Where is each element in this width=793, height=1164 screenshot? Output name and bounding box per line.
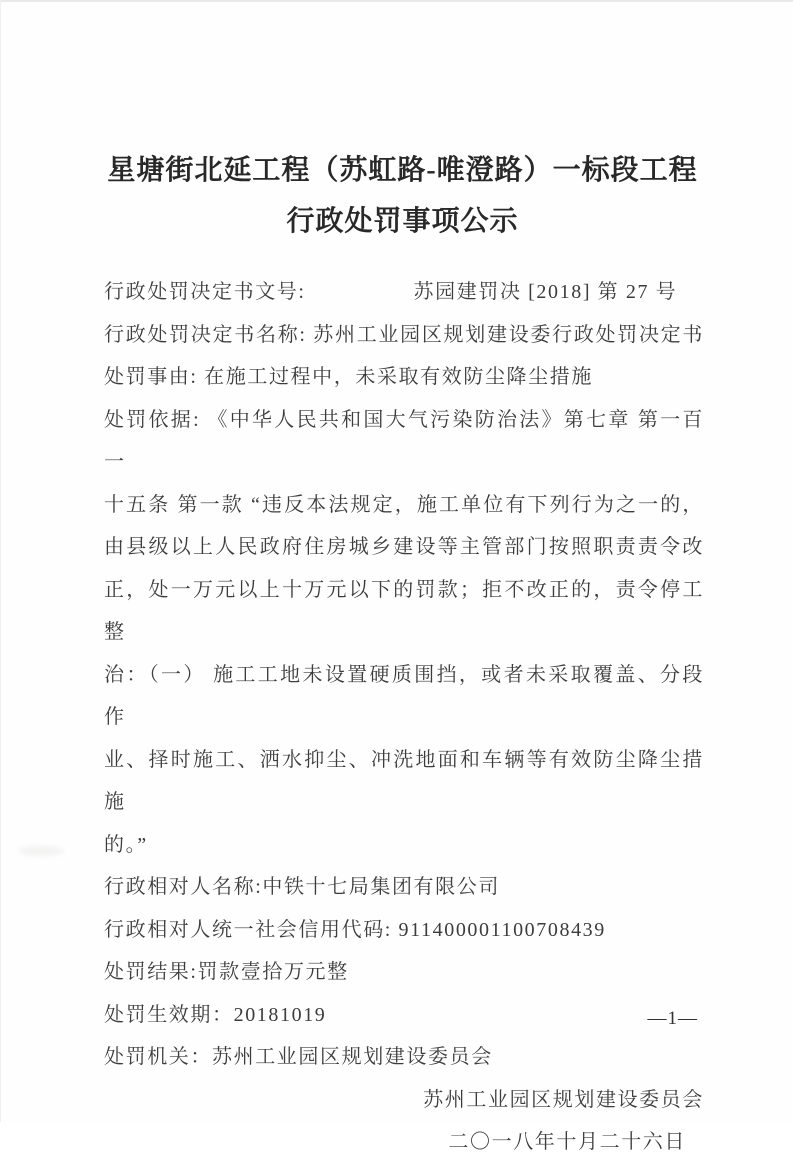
- text-line: 处罚结果:罚款壹拾万元整: [104, 961, 349, 983]
- scan-artifact: [18, 846, 64, 856]
- document-title: [0, 0, 793, 247]
- text-line: 治：（一） 施工工地未设置硬质围挡，或者未采取覆盖、分段作: [104, 663, 704, 728]
- text-line: 行政处罚决定书文号: 苏园建罚决 [2018] 第 27 号: [104, 281, 678, 303]
- text-line: 二〇一八年十月二十六日: [448, 1131, 686, 1153]
- text-line: 处罚依据: 《中华人民共和国大气污染防治法》第七章 第一百一: [104, 408, 704, 473]
- text-line: 业、择时施工、洒水抑尘、冲洗地面和车辆等有效防尘降尘措施: [104, 748, 704, 813]
- scan-edge-left: [0, 0, 1, 1122]
- text-line: 正，处一万元以上十万元以下的罚款；拒不改正的，责令停工整: [104, 578, 704, 643]
- text-line: 处罚生效期：20181019: [104, 1003, 327, 1026]
- text-line: 苏州工业园区规划建设委员会: [423, 1088, 704, 1111]
- text-line: 行政相对人名称:中铁十七局集团有限公司: [104, 876, 500, 898]
- scan-edge-top: [0, 0, 793, 2]
- text-line: 由县级以上人民政府住房城乡建设等主管部门按照职责责令改: [104, 536, 704, 558]
- text-line: 处罚机关：苏州工业园区规划建设委员会: [104, 1046, 493, 1068]
- text-line: 处罚事由: 在施工过程中，未采取有效防尘降尘措施: [104, 366, 593, 388]
- text-line: 十五条 第一款 “违反本法规定，施工单位有下列行为之一的，: [104, 493, 704, 516]
- document-title-line1: 星塘街北延工程（苏虹路-唯澄路）一标段工程: [107, 155, 698, 186]
- document-body: [104, 271, 704, 1164]
- text-line: 行政相对人统一社会信用代码: 911400001100708439: [104, 918, 606, 941]
- document-title-line2: 行政处罚事项公示: [286, 206, 519, 237]
- text-line: 的。”: [104, 833, 148, 856]
- page-number: —1—: [647, 1008, 698, 1029]
- text-line: 行政处罚决定书名称: 苏州工业园区规划建设委行政处罚决定书: [104, 323, 704, 346]
